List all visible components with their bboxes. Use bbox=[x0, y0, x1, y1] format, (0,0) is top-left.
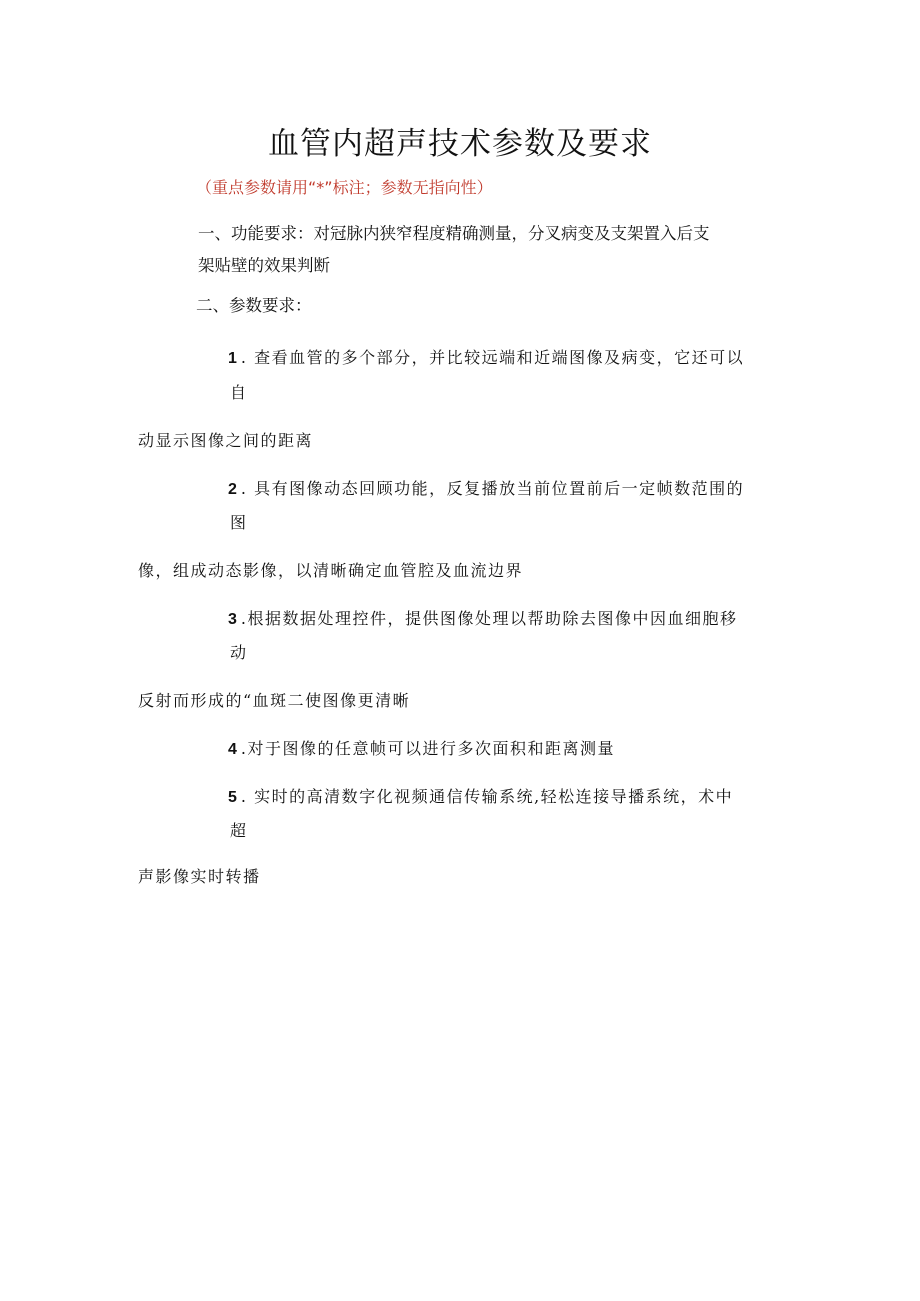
item-number: 1 bbox=[228, 350, 237, 367]
item-number: 4 bbox=[228, 741, 237, 758]
list-item-2 bbox=[228, 476, 744, 499]
document-title: 血管内超声技术参数及要求 bbox=[268, 126, 652, 162]
item-text: . 具有图像动态回顾功能，反复播放当前位置前后一定帧数范围的 bbox=[240, 479, 745, 498]
item-text: . 实时的高清数字化视频通信传输系统,轻松连接导播系统，术中 bbox=[240, 787, 734, 806]
item-number: 5 bbox=[228, 789, 237, 806]
list-item-1-continuation: 动显示图像之间的距离 bbox=[138, 431, 314, 450]
list-item-5 bbox=[228, 784, 733, 807]
section1-line1: 一、功能要求：对冠脉内狭窄程度精确测量，分叉病变及支架置入后支 bbox=[198, 224, 710, 243]
section2-heading: 二、参数要求： bbox=[196, 296, 312, 315]
section-parameter-requirements bbox=[196, 290, 312, 322]
list-item-1 bbox=[228, 345, 744, 368]
list-item-5-continuation: 声影像实时转播 bbox=[138, 867, 261, 886]
list-item-3-wrap: 动 bbox=[230, 643, 248, 662]
item-number: 3 bbox=[228, 611, 237, 628]
list-item-3 bbox=[228, 606, 738, 629]
list-item-1-wrap: 自 bbox=[230, 383, 248, 402]
section1-line2: 架贴壁的效果判断 bbox=[198, 256, 330, 275]
list-item-2-wrap: 图 bbox=[230, 513, 248, 532]
list-item-4 bbox=[228, 736, 615, 759]
document-subtitle: （重点参数请用“*”标注；参数无指向性） bbox=[196, 178, 493, 197]
item-text: .对于图像的任意帧可以进行多次面积和距离测量 bbox=[240, 739, 615, 758]
list-item-5-wrap: 超 bbox=[230, 821, 248, 840]
list-item-2-continuation: 像，组成动态影像，以清晰确定血管腔及血流边界 bbox=[138, 561, 524, 580]
item-text: .根据数据处理控件，提供图像处理以帮助除去图像中因血细胞移 bbox=[240, 609, 738, 628]
list-item-3-continuation: 反射而形成的“血斑二使图像更清晰 bbox=[138, 691, 411, 710]
item-text: . 查看血管的多个部分，并比较远端和近端图像及病变，它还可以 bbox=[240, 348, 745, 367]
item-number: 2 bbox=[228, 481, 237, 498]
section-function-requirements bbox=[198, 218, 798, 282]
